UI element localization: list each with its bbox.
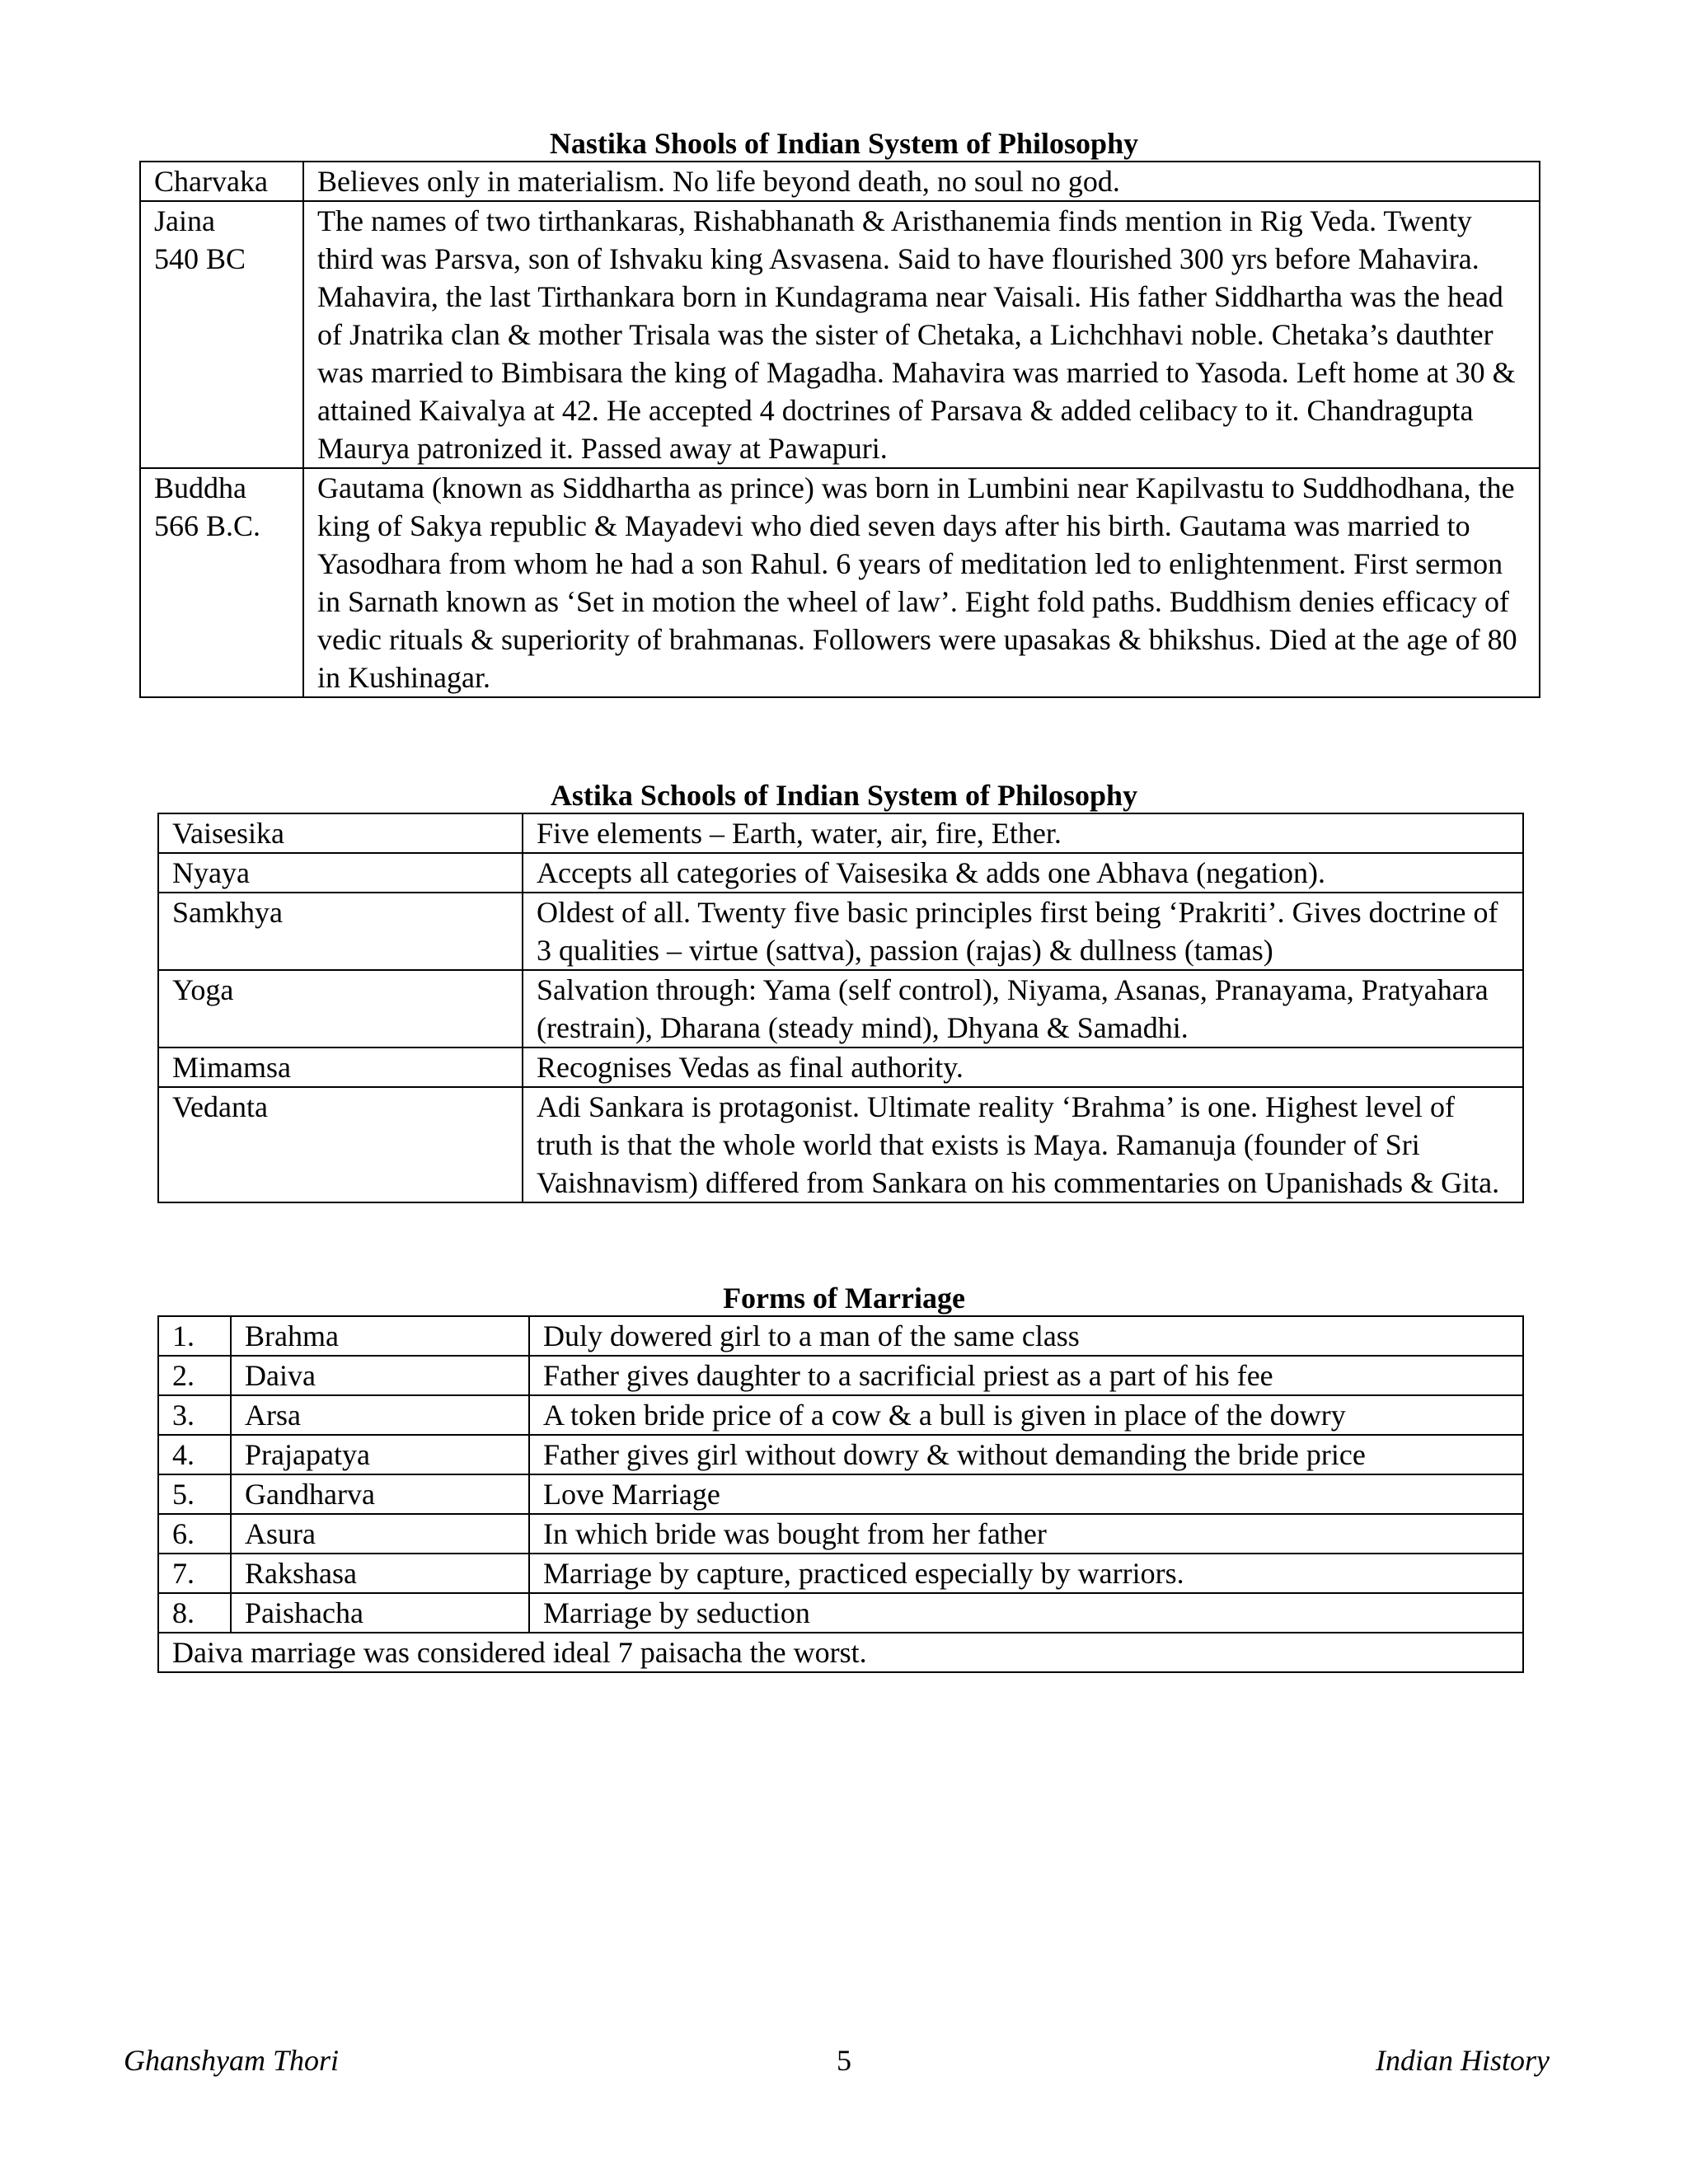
- footer-author: Ghanshyam Thori: [124, 2044, 340, 2077]
- marriage-description: Father gives daughter to a sacrificial priest as a part of his fee: [529, 1356, 1523, 1395]
- table-row: [158, 1474, 1523, 1514]
- school-name-cell: [140, 162, 303, 201]
- marriage-title: Forms of Marriage: [723, 1282, 965, 1315]
- marriage-form: Arsa: [231, 1395, 529, 1435]
- school-name: Jaina: [154, 204, 215, 237]
- school-name: Mimamsa: [158, 1047, 523, 1087]
- astika-title: Astika Schools of Indian System of Philosophy: [550, 779, 1138, 812]
- school-name: Charvaka: [154, 165, 268, 198]
- school-description: Accepts all categories of Vaisesika & adds one Abhava (negation).: [523, 853, 1523, 893]
- nastika-title: Nastika Shools of Indian System of Philosophy: [549, 127, 1139, 160]
- school-name: Buddha: [154, 471, 246, 504]
- school-name: Samkhya: [158, 893, 523, 970]
- school-name: Yoga: [158, 970, 523, 1047]
- marriage-form: Prajapatya: [231, 1435, 529, 1474]
- school-name: Vaisesika: [158, 813, 523, 853]
- table-row: [158, 1593, 1523, 1633]
- marriage-description: Duly dowered girl to a man of the same class: [529, 1316, 1523, 1356]
- marriage-description: A token bride price of a cow & a bull is given in place of the dowry: [529, 1395, 1523, 1435]
- marriage-description: Father gives girl without dowry & without demanding the bride price: [529, 1435, 1523, 1474]
- table-row: [158, 1395, 1523, 1435]
- nastika-table: [139, 161, 1540, 698]
- school-description: Believes only in materialism. No life beyond death, no soul no god.: [303, 162, 1540, 201]
- school-name-cell: [140, 468, 303, 697]
- marriage-form: Rakshasa: [231, 1554, 529, 1593]
- school-description: The names of two tirthankaras, Rishabhanath & Aristhanemia finds mention in Rig Veda. Twenty third was Parsva, son of Ishvaku king Asvasena. Said to have flourished 300 yrs before Mahavira. Mahavira, the last Tirthankara born in Kundagrama near Vaisali. His father Siddhartha was the head of Jnatrika clan & mother Trisala was the sister of Chetaka, a Lichchhavi noble. Chetaka’s dauthter was married to Bimbisara the king of Magadha. Mahavira was married to Yasoda. Left home at 30 & attained Kaivalya at 42. He accepted 4 doctrines of Parsava & added celibacy to it. Chandragupta Maurya patronized it. Passed away at Pawapuri.: [303, 201, 1540, 468]
- marriage-number: 1.: [158, 1316, 231, 1356]
- page-number: 5: [837, 2044, 851, 2077]
- table-row: [158, 1087, 1523, 1202]
- marriage-number: 4.: [158, 1435, 231, 1474]
- table-row: [140, 201, 1540, 468]
- astika-table: [157, 813, 1524, 1203]
- marriage-description: Marriage by seduction: [529, 1593, 1523, 1633]
- marriage-number: 2.: [158, 1356, 231, 1395]
- marriage-form: Brahma: [231, 1316, 529, 1356]
- table-row: [158, 1435, 1523, 1474]
- school-description: Adi Sankara is protagonist. Ultimate reality ‘Brahma’ is one. Highest level of truth is that the whole world that exists is Maya. Ramanuja (founder of Sri Vaishnavism) differed from Sankara on his commentaries on Upanishads & Gita.: [523, 1087, 1523, 1202]
- school-description: Recognises Vedas as final authority.: [523, 1047, 1523, 1087]
- table-row: [158, 813, 1523, 853]
- school-date: 566 B.C.: [154, 509, 261, 542]
- marriage-number: 3.: [158, 1395, 231, 1435]
- table-row: [158, 1356, 1523, 1395]
- table-row: [158, 853, 1523, 893]
- table-row: [158, 1633, 1523, 1672]
- table-row: [158, 1316, 1523, 1356]
- table-row: [158, 1554, 1523, 1593]
- marriage-form: Paishacha: [231, 1593, 529, 1633]
- school-description: Gautama (known as Siddhartha as prince) was born in Lumbini near Kapilvastu to Suddhodhana, the king of Sakya republic & Mayadevi who died seven days after his birth. Gautama was married to Yasodhara from whom he had a son Rahul. 6 years of meditation led to enlightenment. First sermon in Sarnath known as ‘Set in motion the wheel of law’. Eight fold paths. Buddhism denies efficacy of vedic rituals & superiority of brahmanas. Followers were upasakas & bhikshus. Died at the age of 80 in Kushinagar.: [303, 468, 1540, 697]
- school-description: Salvation through: Yama (self control), Niyama, Asanas, Pranayama, Pratyahara (restrain), Dharana (steady mind), Dhyana & Samadhi.: [523, 970, 1523, 1047]
- school-description: Five elements – Earth, water, air, fire, Ether.: [523, 813, 1523, 853]
- table-row: [158, 893, 1523, 970]
- table-row: [158, 970, 1523, 1047]
- marriage-form: Asura: [231, 1514, 529, 1554]
- marriage-description: Marriage by capture, practiced especially by warriors.: [529, 1554, 1523, 1593]
- marriage-number: 6.: [158, 1514, 231, 1554]
- marriage-form: Daiva: [231, 1356, 529, 1395]
- marriage-description: Love Marriage: [529, 1474, 1523, 1514]
- marriage-note: Daiva marriage was considered ideal 7 paisacha the worst.: [158, 1633, 1523, 1672]
- marriage-number: 7.: [158, 1554, 231, 1593]
- marriage-number: 5.: [158, 1474, 231, 1514]
- school-name-cell: [140, 201, 303, 468]
- table-row: [158, 1047, 1523, 1087]
- table-row: [140, 468, 1540, 697]
- school-name: Vedanta: [158, 1087, 523, 1202]
- marriage-number: 8.: [158, 1593, 231, 1633]
- footer-subject: Indian History: [1376, 2044, 1550, 2077]
- table-row: [158, 1514, 1523, 1554]
- marriage-description: In which bride was bought from her father: [529, 1514, 1523, 1554]
- school-name: Nyaya: [158, 853, 523, 893]
- marriage-form: Gandharva: [231, 1474, 529, 1514]
- table-row: [140, 162, 1540, 201]
- school-date: 540 BC: [154, 242, 246, 275]
- school-description: Oldest of all. Twenty five basic principles first being ‘Prakriti’. Gives doctrine of 3 qualities – virtue (sattva), passion (rajas) & dullness (tamas): [523, 893, 1523, 970]
- marriage-table: [157, 1315, 1524, 1673]
